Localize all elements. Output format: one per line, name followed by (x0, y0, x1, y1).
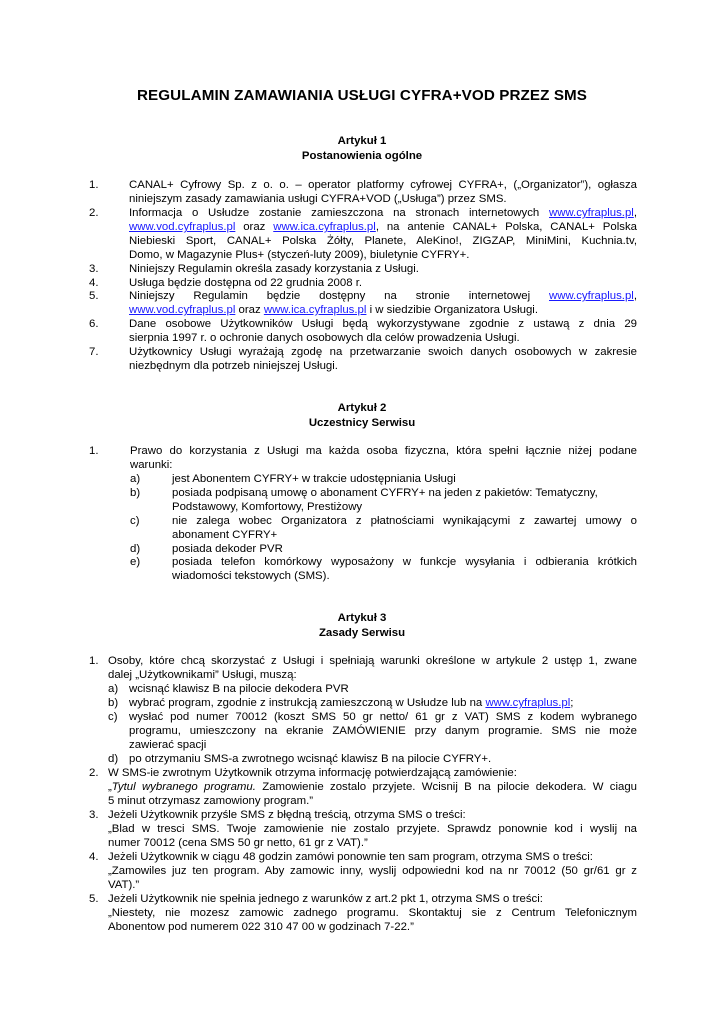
paragraph-line: Niebieski Sport, CANAL+ Polska Żółty, Planete, AleKino!, ZIGZAP, MiniMini, Kuchnia.tv, (129, 235, 637, 247)
list-letter: a) (130, 473, 141, 485)
list-number: 3. (89, 263, 99, 275)
paragraph-line: Jeżeli Użytkownik przyśle SMS z błędną treścią, otrzyma SMS o treści: (108, 809, 466, 821)
paragraph-line: Dane osobowe Użytkowników Usługi będą wykorzystywane zgodnie z ustawą z dnia 29 (129, 318, 637, 330)
paragraph-line: W SMS-ie zwrotnym Użytkownik otrzyma informację potwierdzającą zamówienie: (108, 767, 517, 779)
list-number: 1. (89, 179, 99, 191)
paragraph-line: zawierać spacji (129, 739, 207, 751)
list-number: 1. (89, 655, 99, 667)
paragraph-line: „Blad w tresci SMS. Twoje zamowienie nie zostalo przyjete. Sprawdz ponownie kod i wyslij na (108, 823, 637, 835)
article-2-subheading: Uczestnicy Serwisu (308, 417, 416, 429)
list-letter: e) (130, 556, 141, 568)
paragraph-line: wybrać program, zgodnie z instrukcją zamieszczoną w Usłudze lub na www.cyfraplus.pl; (129, 697, 574, 709)
paragraph-line: posiada telefon komórkowy wyposażony w funkcje wysyłania i odbierania krótkich (172, 556, 637, 568)
paragraph-line: Jeżeli Użytkownik w ciągu 48 godzin zamówi ponownie ten sam program, otrzyma SMS o treści: (108, 851, 593, 863)
list-number: 5. (89, 893, 99, 905)
article-3-heading: Artykuł 3 (337, 612, 387, 624)
paragraph-line: Użytkownicy Usługi wyrażają zgodę na przetwarzanie swoich danych osobowych w zakresie (129, 346, 637, 358)
paragraph-line: Prawo do korzystania z Usługi ma każda osoba fizyczna, która spełni łącznie niżej podane (130, 445, 637, 457)
article-1-heading: Artykuł 1 (337, 135, 387, 147)
paragraph-line: posiada podpisaną umowę o abonament CYFRY+ na jeden z pakietów: Tematyczny, (172, 487, 598, 499)
list-number: 6. (89, 318, 99, 330)
list-number: 3. (89, 809, 99, 821)
link-cyfraplus[interactable]: www.cyfraplus.pl (549, 290, 634, 302)
paragraph-line: Usługa będzie dostępna od 22 grudnia 2008 r. (129, 277, 363, 289)
paragraph-line: „Niestety, nie mozesz zamowic zadnego programu. Skontaktuj sie z Centrum Telefonicznym (108, 907, 637, 919)
paragraph-line: po otrzymaniu SMS-a zwrotnego wcisnąć klawisz B na pilocie CYFRY+. (129, 753, 492, 765)
paragraph-line: Abonentow pod numerem 022 310 47 00 w godzinach 7-22.” (108, 921, 414, 933)
page-title: REGULAMIN ZAMAWIANIA USŁUGI CYFRA+VOD PRZEZ SMS (136, 87, 588, 104)
paragraph-line: Jeżeli Użytkownik nie spełnia jednego z warunków z art.2 pkt 1, otrzyma SMS o treści: (108, 893, 543, 905)
article-1-subheading: Postanowienia ogólne (301, 150, 423, 162)
list-number: 2. (89, 767, 99, 779)
paragraph-line: nie zalega wobec Organizatora z płatnościami wynikającymi z zawartej umowy o (172, 515, 637, 527)
paragraph-line: „Zamowiles juz ten program. Aby zamowic inny, wyslij odpowiedni kod na nr 70012 (50 gr/61 gr z (108, 865, 637, 877)
paragraph-line: Podstawowy, Komfortowy, Prestiżowy (172, 501, 363, 513)
paragraph-line: Informacja o Usłudze zostanie zamieszczona na stronach internetowych www.cyfraplus.pl, (129, 207, 637, 219)
paragraph-line: jest Abonentem CYFRY+ w trakcie udostępniania Usługi (172, 473, 456, 485)
paragraph-line: posiada dekoder PVR (172, 543, 283, 555)
list-number: 2. (89, 207, 99, 219)
link-ica-cyfraplus[interactable]: www.ica.cyfraplus.pl (273, 221, 376, 233)
paragraph-line: numer 70012 (cena SMS 50 gr netto, 61 gr z VAT).” (108, 837, 368, 849)
list-number: 7. (89, 346, 99, 358)
paragraph-line: „Tytul wybranego programu. Zamowienie zostalo przyjete. Wcisnij B na pilocie dekodera. W ciagu (108, 781, 638, 793)
link-vod-cyfraplus[interactable]: www.vod.cyfraplus.pl (129, 221, 236, 233)
list-number: 5. (89, 290, 99, 302)
paragraph-line: wysłać pod numer 70012 (koszt SMS 50 gr netto/ 61 gr z VAT) SMS z kodem wybranego (129, 711, 637, 723)
list-number: 1. (89, 445, 99, 457)
list-number: 4. (89, 851, 99, 863)
list-letter: d) (108, 753, 119, 765)
list-letter: c) (130, 515, 140, 527)
article-3-subheading: Zasady Serwisu (318, 627, 406, 639)
list-letter: b) (108, 697, 119, 709)
paragraph-line: programu, umieszczony na ekranie ZAMÓWIENIE przy danym programie. SMS nie może (129, 725, 637, 737)
paragraph-line: Osoby, które chcą skorzystać z Usługi i spełniają warunki określone w artykule 2 ustęp 1, zwane (108, 655, 637, 667)
paragraph-line: abonament CYFRY+ (172, 529, 278, 541)
paragraph-line: Niniejszy Regulamin określa zasady korzystania z Usługi. (129, 263, 419, 275)
list-number: 4. (89, 277, 99, 289)
paragraph-line: niniejszym zasady zamawiania usługi CYFRA+VOD („Usługa”) przez SMS. (129, 193, 507, 205)
link-cyfraplus[interactable]: www.cyfraplus.pl (549, 207, 634, 219)
list-letter: a) (108, 683, 119, 695)
link-vod-cyfraplus[interactable]: www.vod.cyfraplus.pl (129, 304, 236, 316)
paragraph-line: VAT).” (108, 879, 140, 891)
article-2-heading: Artykuł 2 (337, 402, 387, 414)
paragraph-line: wcisnąć klawisz B na pilocie dekodera PVR (129, 683, 349, 695)
paragraph-line: CANAL+ Cyfrowy Sp. z o. o. – operator platformy cyfrowej CYFRA+, („Organizator”), ogłasza (129, 179, 637, 191)
paragraph-line: www.vod.cyfraplus.pl oraz www.ica.cyfraplus.pl i w siedzibie Organizatora Usługi. (129, 304, 538, 316)
paragraph-line: wiadomości tekstowych (SMS). (172, 570, 330, 582)
list-letter: c) (108, 711, 118, 723)
link-cyfraplus[interactable]: www.cyfraplus.pl (485, 697, 571, 709)
paragraph-line: sierpnia 1997 r. o ochronie danych osobowych dla celów prowadzenia Usługi. (129, 332, 520, 344)
link-ica-cyfraplus[interactable]: www.ica.cyfraplus.pl (263, 304, 367, 316)
paragraph-line: dalej „Użytkownikami” Usługi, muszą: (108, 669, 297, 681)
paragraph-line: 5 minut otrzymasz zamowiony program.” (108, 795, 314, 807)
paragraph-line: Domo, w Magazynie Plus+ (styczeń-luty 2009), biuletynie CYFRY+. (129, 249, 470, 261)
paragraph-line: Niniejszy Regulamin będzie dostępny na stronie internetowej www.cyfraplus.pl, (129, 290, 637, 302)
paragraph-line: www.vod.cyfraplus.pl oraz www.ica.cyfraplus.pl, na antenie CANAL+ Polska, CANAL+ Polska (129, 221, 637, 233)
list-letter: d) (130, 543, 141, 555)
paragraph-line: niezbędnym dla potrzeb niniejszej Usługi. (129, 360, 338, 372)
paragraph-line: warunki: (130, 459, 173, 471)
list-letter: b) (130, 487, 141, 499)
